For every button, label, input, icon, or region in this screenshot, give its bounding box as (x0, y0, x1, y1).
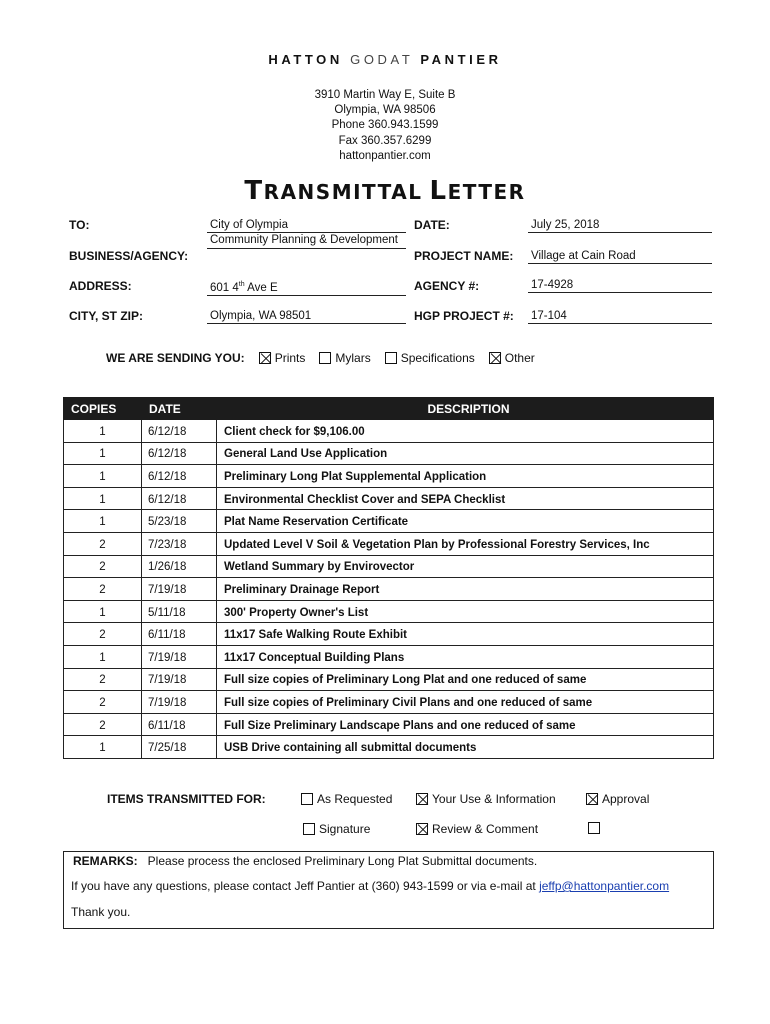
approval-checkbox[interactable] (586, 793, 598, 805)
description-cell: Updated Level V Soil & Vegetation Plan by Professional Forestry Services, Inc (217, 532, 714, 555)
table-row (64, 555, 714, 578)
description-cell: Client check for $9,106.00 (217, 420, 714, 443)
agency-label: BUSINESS/AGENCY: (69, 249, 189, 263)
company-address (0, 88, 770, 164)
table-row (64, 713, 714, 736)
description-cell: Full size copies of Preliminary Civil Plans and one reduced of same (217, 691, 714, 714)
date-cell: 7/19/18 (142, 668, 217, 691)
copies-cell: 1 (64, 487, 142, 510)
table-row (64, 532, 714, 555)
table-row (64, 487, 714, 510)
fax: Fax 360.357.6299 (338, 134, 432, 147)
date-value: July 25, 2018 (528, 218, 712, 233)
description-cell: General Land Use Application (217, 442, 714, 465)
table-row (64, 442, 714, 465)
description-cell: 11x17 Safe Walking Route Exhibit (217, 623, 714, 646)
hgp-project-value: 17-104 (528, 309, 712, 324)
date-header: DATE (142, 398, 217, 420)
copies-cell: 1 (64, 510, 142, 533)
table-row (64, 578, 714, 601)
review-comment-checkbox[interactable] (416, 823, 428, 835)
address-line1: 3910 Martin Way E, Suite B (314, 89, 456, 101)
description-header: DESCRIPTION (217, 398, 714, 420)
date-cell: 7/19/18 (142, 578, 217, 601)
mylars-checkbox[interactable] (319, 352, 331, 364)
remarks-line1: REMARKS: Please process the enclosed Preliminary Long Plat Submittal documents. (73, 854, 538, 868)
table-row (64, 510, 714, 533)
table-row (64, 645, 714, 668)
description-cell: 300' Property Owner's List (217, 600, 714, 623)
company-logo (0, 52, 770, 67)
date-cell: 6/12/18 (142, 420, 217, 443)
description-cell: Plat Name Reservation Certificate (217, 510, 714, 533)
copies-cell: 2 (64, 532, 142, 555)
table-row (64, 691, 714, 714)
copies-cell: 1 (64, 420, 142, 443)
signature-checkbox[interactable] (303, 823, 315, 835)
copies-cell: 1 (64, 465, 142, 488)
your-use-option[interactable]: Your Use & Information (416, 792, 556, 806)
specifications-checkbox[interactable] (385, 352, 397, 364)
date-cell: 5/11/18 (142, 600, 217, 623)
items-table (63, 397, 714, 759)
copies-cell: 2 (64, 691, 142, 714)
agency-number-label: AGENCY #: (414, 279, 480, 293)
description-cell: Full Size Preliminary Landscape Plans and one reduced of same (217, 713, 714, 736)
remarks-line3: Thank you. (71, 905, 131, 919)
blank-option[interactable] (588, 822, 604, 834)
as-requested-checkbox[interactable] (301, 793, 313, 805)
your-use-checkbox[interactable] (416, 793, 428, 805)
date-cell: 6/12/18 (142, 487, 217, 510)
copies-cell: 2 (64, 555, 142, 578)
date-cell: 7/19/18 (142, 645, 217, 668)
as-requested-option[interactable]: As Requested (301, 792, 392, 806)
prints-option[interactable]: Prints (259, 351, 306, 365)
remarks-box (63, 851, 714, 929)
website: hattonpantier.com (339, 149, 431, 162)
copies-cell: 1 (64, 600, 142, 623)
remarks-line2: If you have any questions, please contact Jeff Pantier at (360) 943-1599 or via e-mail at jeffp@hattonpantier.com (71, 879, 670, 893)
prints-checkbox[interactable] (259, 352, 271, 364)
date-cell: 6/11/18 (142, 713, 217, 736)
table-row (64, 465, 714, 488)
copies-cell: 1 (64, 442, 142, 465)
table-row (64, 600, 714, 623)
description-cell: 11x17 Conceptual Building Plans (217, 645, 714, 668)
blank-checkbox[interactable] (588, 822, 600, 834)
date-cell: 1/26/18 (142, 555, 217, 578)
logo-hatton: HATTON (268, 52, 343, 67)
table-row (64, 623, 714, 646)
transmitted-label: ITEMS TRANSMITTED FOR: (107, 792, 266, 806)
project-value: Village at Cain Road (528, 249, 712, 264)
address-label: ADDRESS: (69, 279, 132, 293)
table-body (64, 420, 714, 759)
sending-label: WE ARE SENDING YOU: (106, 351, 245, 365)
agency-value: Community Planning & Development (207, 233, 406, 249)
table-row (64, 420, 714, 443)
date-cell: 7/25/18 (142, 736, 217, 759)
date-cell: 6/12/18 (142, 465, 217, 488)
logo-godat: GODAT (350, 52, 414, 67)
description-cell: Preliminary Long Plat Supplemental Application (217, 465, 714, 488)
agency-number-value: 17-4928 (528, 278, 712, 293)
date-cell: 6/11/18 (142, 623, 217, 646)
date-label: DATE: (414, 218, 450, 232)
logo-pantier: PANTIER (420, 52, 502, 67)
description-cell: Environmental Checklist Cover and SEPA Checklist (217, 487, 714, 510)
other-checkbox[interactable] (489, 352, 501, 364)
address-line2: Olympia, WA 98506 (334, 104, 436, 117)
to-label: TO: (69, 218, 90, 232)
project-label: PROJECT NAME: (414, 249, 514, 263)
specifications-option[interactable]: Specifications (385, 351, 475, 365)
city-label: CITY, ST ZIP: (69, 309, 144, 323)
email-link[interactable]: jeffp@hattonpantier.com (539, 879, 670, 893)
copies-cell: 2 (64, 623, 142, 646)
description-cell: Wetland Summary by Envirovector (217, 555, 714, 578)
date-cell: 6/12/18 (142, 442, 217, 465)
copies-cell: 2 (64, 713, 142, 736)
copies-cell: 2 (64, 578, 142, 601)
other-option[interactable]: Other (489, 351, 535, 365)
signature-option[interactable]: Signature (303, 822, 370, 836)
to-value: City of Olympia (207, 218, 406, 233)
table-row (64, 736, 714, 759)
sending-row (106, 351, 549, 365)
hgp-project-label: HGP PROJECT #: (414, 309, 514, 323)
date-cell: 7/23/18 (142, 532, 217, 555)
description-cell: Full size copies of Preliminary Long Plat and one reduced of same (217, 668, 714, 691)
table-header-row (64, 398, 714, 420)
mylars-option[interactable]: Mylars (319, 351, 370, 365)
date-cell: 7/19/18 (142, 691, 217, 714)
remarks-label: REMARKS: (73, 854, 138, 868)
copies-cell: 2 (64, 668, 142, 691)
phone: Phone 360.943.1599 (331, 119, 439, 132)
copies-header: COPIES (64, 398, 142, 420)
copies-cell: 1 (64, 645, 142, 668)
description-cell: Preliminary Drainage Report (217, 578, 714, 601)
document-title: TRANSMITTAL LETTER (244, 176, 526, 206)
city-value: Olympia, WA 98501 (207, 309, 406, 324)
description-cell: USB Drive containing all submittal documents (217, 736, 714, 759)
address-value: 601 4th Ave E (207, 278, 406, 296)
date-cell: 5/23/18 (142, 510, 217, 533)
table-row (64, 668, 714, 691)
approval-option[interactable]: Approval (586, 792, 649, 806)
copies-cell: 1 (64, 736, 142, 759)
review-comment-option[interactable]: Review & Comment (416, 822, 538, 836)
